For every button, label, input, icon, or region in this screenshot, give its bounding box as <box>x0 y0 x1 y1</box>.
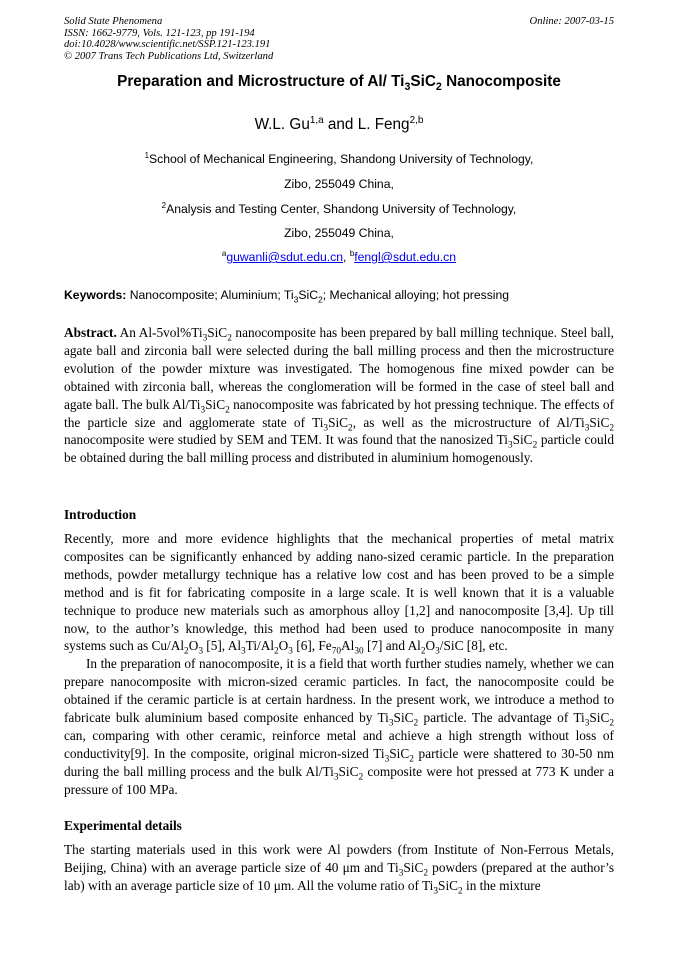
copyright-line: © 2007 Trans Tech Publications Ltd, Switzerland <box>64 50 274 62</box>
journal-name: Solid State Phenomena <box>64 16 163 27</box>
section-heading-experimental: Experimental details <box>64 818 182 833</box>
doi-line: doi:10.4028/www.scientific.net/SSP.121-123.191 <box>64 39 271 51</box>
experimental-body: The starting materials used in this work were Al powders (from Institute of Non-Ferrous Metals, Beijing, China) with an average particle size of 40 μm and $Ti_3SiC_2$ powders (prepared at the author’s lab) with an average particle size of 10 μm. All the volume ratio of $Ti_3SiC_2$ in the mixture <box>64 842 614 897</box>
running-header <box>64 16 614 62</box>
paper-title: Preparation and Microstructure of Al/ $Ti_3SiC_2$ Nanocomposite <box>117 73 561 94</box>
online-date: Online: 2007-03-15 <box>529 16 614 27</box>
affiliation-1-city: Zibo, 255049 China, <box>284 177 394 191</box>
affiliation-2-city: Zibo, 255049 China, <box>284 226 394 240</box>
affiliation-1: $^1$School of Mechanical Engineering, Shandong University of Technology, <box>144 150 534 166</box>
email-link-gu[interactable]: guwanli@sdut.edu.cn <box>226 250 344 264</box>
abstract: Abstract. An $Al-5vol\%Ti_3SiC_2$ nanocomposite has been prepared by ball milling technique. Steel ball, agate ball and zirconia ball were selected during the ball milling process and then the microstructure evolution of the powder mixture was investigated. The homogenous fine mixed powder can be obtained with zirconia ball, whereas the conglomeration will be formed in the case of steel ball and agate ball. The bulk $Al/Ti_3SiC_2$ nanocomposite was fabricated by hot pressing technique. The effects of the particle size and agglomerate state of $Ti_3SiC_2$, as well as the microstructure of $Al/Ti_3SiC_2$ nanocomposite were studied by SEM and TEM. It was found that the nanosized $Ti_3SiC_2$ particle could be obtained during the ball milling process and distributed in aluminium homogenously. <box>64 325 615 466</box>
email-link-feng[interactable]: fengl@sdut.edu.cn <box>354 250 457 264</box>
introduction-body: Recently, more and more evidence highlights that the mechanical properties of metal matrix composites can be significantly enhanced by adding nano-sized ceramic particle. In the preparation methods, powder metallurgy technique has a relative low cost and has been proved to be a simple method and is fit for fabricating composite in a large scale. It is well known that it is a valuable technique to produce new materials such as amorphous alloy [1,2] and nanocomposite [3,4]. Up till now, to the author’s knowledge, this method had been used to produce nanocomposite in many systems such as $Cu/Al_2O_3$ [5], $Al_3Ti/Al_2O_3$ [6], $Fe_{70}Al_{30}$ [7] and $Al_2O_3$/SiC [8], etc. In the preparation of nanocomposite, it is a field that worth further studies namely, whether we can prepare nanocomposite with micron-sized ceramic particles. In fact, the nanocomposite could be obtained if the ceramic particle is at certain hardness. In the present work, we introduce a method to fabricate bulk aluminium based composite enhanced by $Ti_3SiC_2$ particle. The advantage of $Ti_3SiC_2$ can, comparing with other ceramic, reinforce metal and achieve a high strength without loss of conductivity[9]. In the composite, original micron-sized $Ti_3SiC_2$ particle were shattered to 30-50 nm during the ball milling process and the bulk $Al/Ti_3SiC_2$ composite were hot pressed at 773 K under a pressure of 100 MPa. <box>64 531 615 797</box>
issn-line: ISSN: 1662-9779, Vols. 121-123, pp 191-194 <box>64 27 255 39</box>
authors: W.L. Gu$^{1,a}$ and L. Feng$^{2,b}$ <box>254 114 424 133</box>
author-emails: $^a$guwanli@sdut.edu.cn, $^b$fengl@sdut.edu.cn <box>221 248 457 264</box>
keywords: Keywords: Nanocomposite; Aluminium; $Ti_3SiC_2$; Mechanical alloying; hot pressing <box>64 288 510 305</box>
section-heading-introduction: Introduction <box>64 507 137 522</box>
affiliation-2: $^2$Analysis and Testing Center, Shandong University of Technology, <box>161 200 517 216</box>
